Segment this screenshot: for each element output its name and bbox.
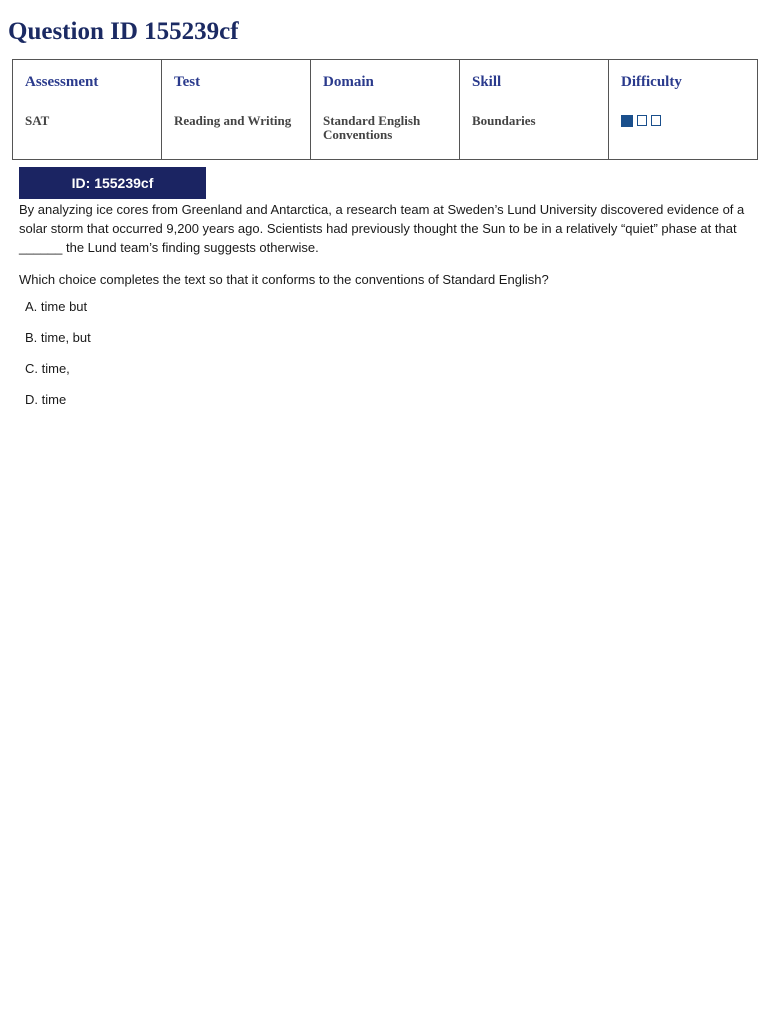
meta-value-domain: Standard English Conventions [323, 113, 421, 142]
meta-value-skill: Boundaries [472, 113, 536, 128]
meta-value-assessment: SAT [25, 113, 50, 128]
meta-value-test: Reading and Writing [174, 113, 292, 128]
answer-choice[interactable]: C. time, [25, 361, 70, 376]
meta-label-skill: Skill [472, 74, 502, 90]
meta-cell-domain [311, 60, 460, 160]
meta-cell-test [162, 60, 311, 160]
question-meta-table [12, 59, 758, 160]
answer-choices [25, 298, 91, 422]
answer-choice[interactable]: D. time [25, 392, 67, 407]
meta-cell-skill [460, 60, 609, 160]
meta-label-difficulty: Difficulty [621, 74, 682, 90]
page-title: Question ID 155239cf [8, 18, 239, 45]
meta-label-domain: Domain [323, 74, 374, 90]
meta-label-assessment: Assessment [25, 74, 99, 90]
answer-choice[interactable]: A. time but [25, 299, 88, 314]
difficulty-box-empty [637, 115, 647, 126]
passage-text: By analyzing ice cores from Greenland and Antarctica, a research team at Sweden’s Lund University discovered evidence of a solar storm that occurred 9,200 years ago. Scientists had previously thought the Sun to be in a relatively “quiet” phase at that ______ the Lund team’s finding suggests otherwise. [19, 202, 745, 255]
question-id-banner: ID: 155239cf [19, 167, 206, 199]
answer-choice[interactable]: B. time, but [25, 330, 91, 345]
meta-cell-difficulty [609, 60, 758, 160]
difficulty-indicator [621, 115, 745, 127]
difficulty-box-empty [651, 115, 661, 126]
question-prompt: Which choice completes the text so that it conforms to the conventions of Standard English? [19, 272, 549, 287]
difficulty-box-filled [621, 115, 633, 127]
meta-cell-assessment [13, 60, 162, 160]
meta-label-test: Test [174, 74, 201, 90]
